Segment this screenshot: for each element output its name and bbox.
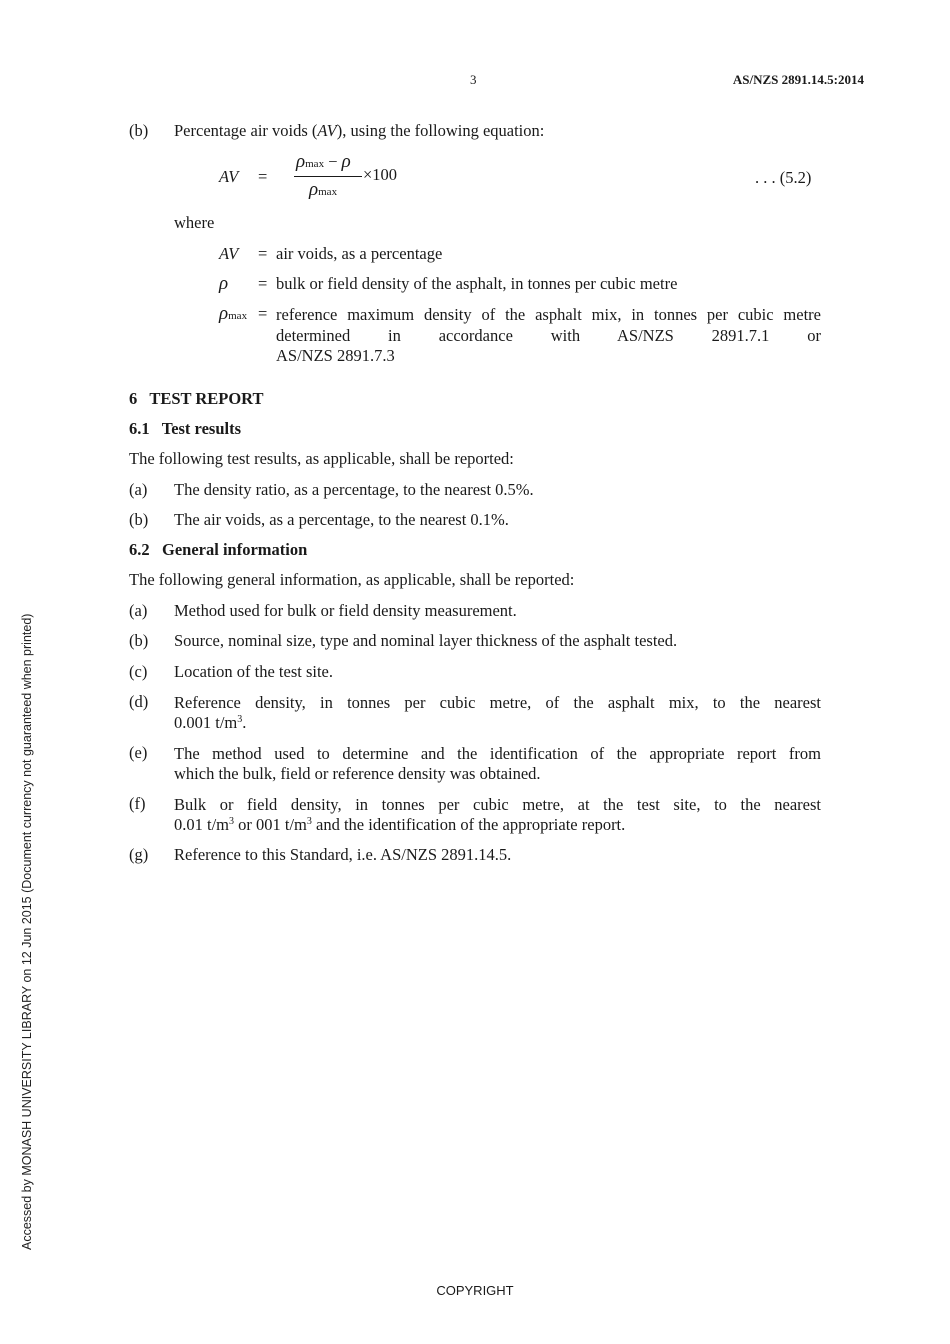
list-item: Method used for bulk or field density measurement.: [174, 601, 517, 620]
section-heading-6-2: 6.2 General information: [129, 540, 308, 559]
where-label: where: [174, 213, 215, 232]
list-item-end: 0.01 $t/m^3$ or 001 $t/m^3$ and the identification of the appropriate report.: [174, 815, 626, 834]
list-item: The air voids, as a percentage, to the nearest 0.1%.: [174, 510, 509, 529]
equation-lhs: AV: [219, 167, 239, 186]
list-item: Location of the test site.: [174, 662, 333, 681]
section-heading-6-1: 6.1 Test results: [129, 419, 242, 438]
where-symbol-rho-max: ρmax: [219, 303, 248, 324]
list-label: (e): [129, 743, 148, 762]
item-b-intro: Percentage air voids (AV), using the following equation:: [174, 121, 545, 140]
list-label: (b): [129, 510, 149, 529]
where-definition: bulk or field density of the asphalt, in tonnes per cubic metre: [276, 274, 678, 293]
copyright-footer: COPYRIGHT: [436, 1283, 514, 1298]
where-equals: =: [258, 304, 268, 323]
where-definition-end: AS/NZS 2891.7.3: [276, 346, 395, 365]
equation-equals: =: [258, 167, 268, 186]
fraction-denominator: ρmax: [309, 179, 338, 200]
access-side-note: Accessed by MONASH UNIVERSITY LIBRARY on 12 Jun 2015 (Document currency not guaranteed when printed): [20, 613, 34, 1250]
paragraph: The following test results, as applicable, shall be reported:: [129, 449, 514, 468]
list-label: (d): [129, 692, 149, 711]
equation-number: . . . (5.2): [755, 168, 812, 187]
list-item: Bulk or field density, in tonnes per cubic metre, at the test site, to the nearest: [174, 795, 821, 814]
list-item: Reference to this Standard, i.e. AS/NZS 2891.14.5.: [174, 845, 512, 864]
where-symbol-av: AV: [219, 244, 239, 263]
list-label: (a): [129, 601, 148, 620]
list-label: (f): [129, 794, 146, 813]
list-item-end: 0.001 $t/m^3$.: [174, 713, 247, 732]
page-number: 3: [470, 72, 477, 87]
list-label: (b): [129, 631, 149, 650]
list-item: Reference density, in tonnes per cubic metre, of the asphalt mix, to the nearest: [174, 693, 821, 712]
where-definition: reference maximum density of the asphalt mix, in tonnes per cubic metre determined in accordance with AS/NZS 2891.7.1 or: [276, 305, 821, 345]
fraction-numerator: ρmax − ρ: [296, 151, 351, 172]
list-label: (a): [129, 480, 148, 499]
list-item: The density ratio, as a percentage, to the nearest 0.5%.: [174, 480, 534, 499]
list-label: (g): [129, 845, 149, 864]
list-label: (b): [129, 121, 149, 140]
fraction-bar: [294, 176, 362, 177]
where-equals: =: [258, 244, 268, 263]
list-item: The method used to determine and the identification of the appropriate report from: [174, 744, 821, 763]
where-equals: =: [258, 274, 268, 293]
list-item: Source, nominal size, type and nominal layer thickness of the asphalt tested.: [174, 631, 678, 650]
section-heading-6: 6 TEST REPORT: [129, 389, 264, 408]
paragraph: The following general information, as applicable, shall be reported:: [129, 570, 575, 589]
standard-number: AS/NZS 2891.14.5:2014: [732, 72, 864, 87]
where-symbol-rho: ρ: [219, 273, 229, 294]
list-item-end: which the bulk, field or reference density was obtained.: [174, 764, 541, 783]
where-definition: air voids, as a percentage: [276, 244, 443, 263]
list-label: (c): [129, 662, 148, 681]
times-100: ×100: [363, 165, 398, 184]
